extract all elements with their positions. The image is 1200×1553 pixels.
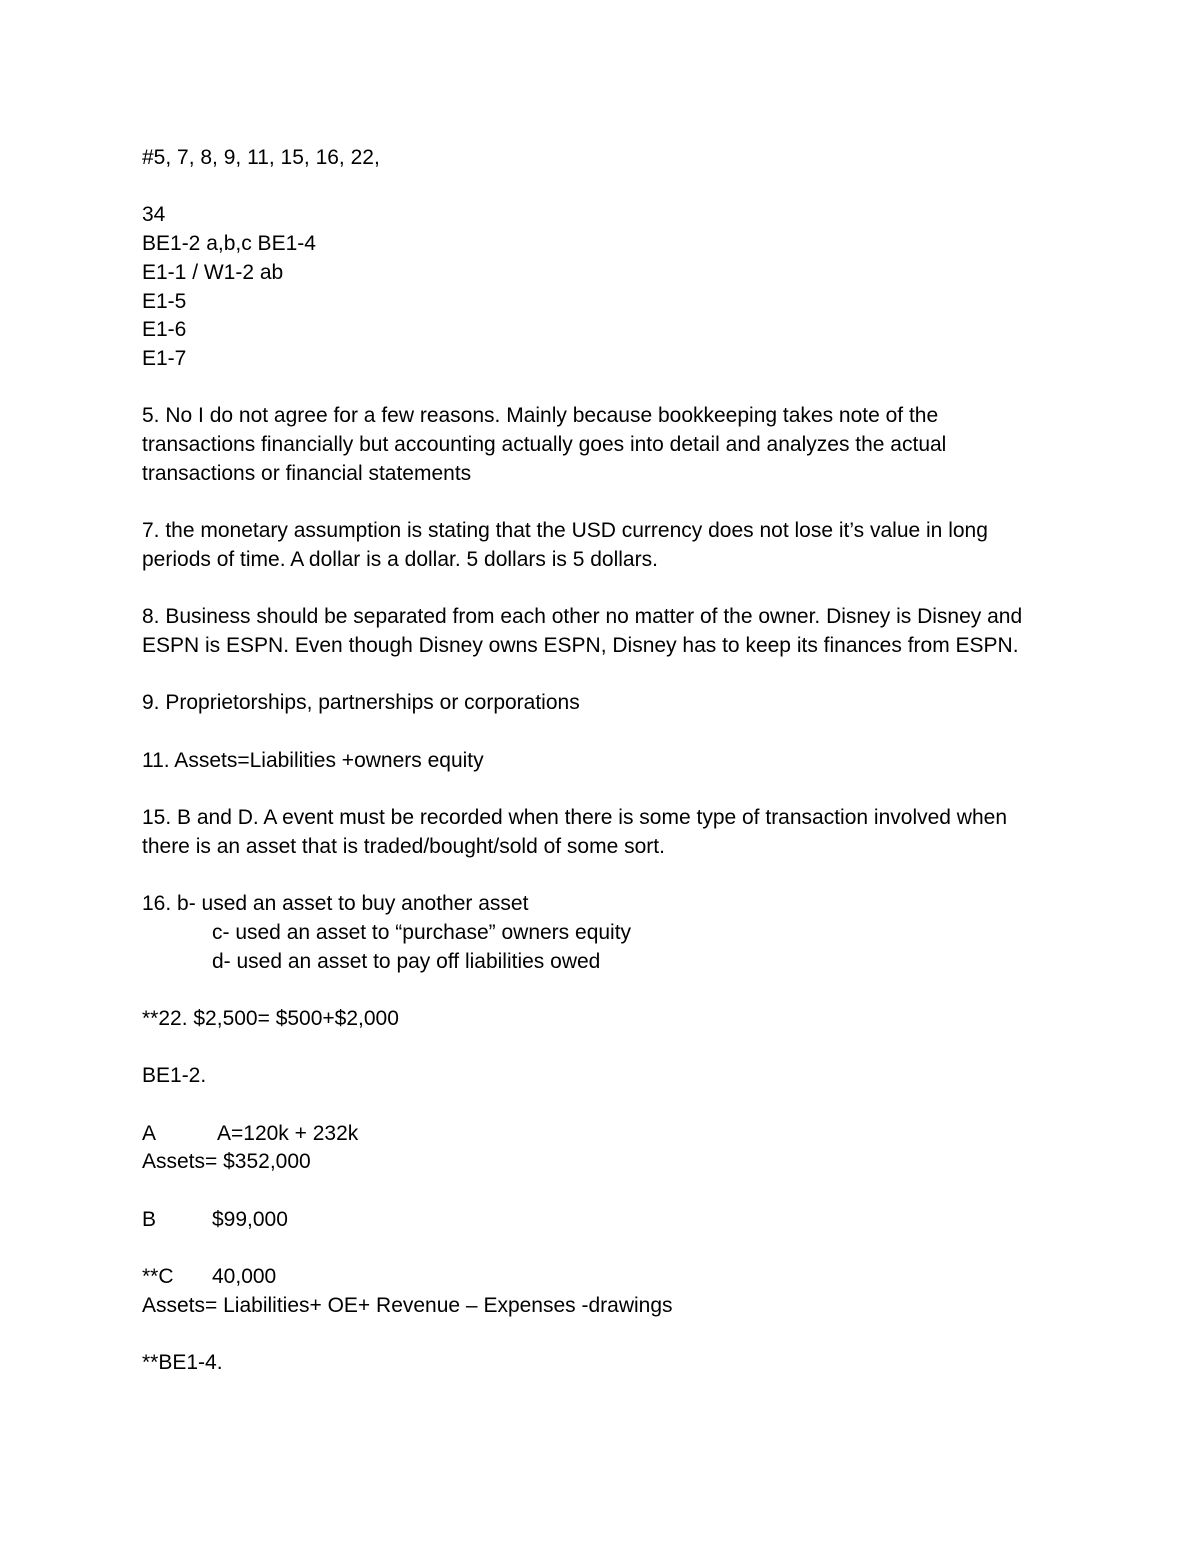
answer-11: 11. Assets=Liabilities +owners equity	[142, 748, 484, 772]
answer-5-line: transactions or financial statements	[142, 461, 472, 485]
problem-list-continued: 34	[142, 203, 166, 227]
part-c-value: 40,000	[212, 1265, 277, 1289]
exercise-line: E1-7	[142, 346, 187, 370]
problem-list: #5, 7, 8, 9, 11, 15, 16, 22,	[142, 146, 380, 169]
be1-2-part-a-assets: Assets= $352,000	[142, 1150, 311, 1174]
answer-16-d: d- used an asset to pay off liabilities owed	[212, 949, 601, 973]
answer-15-line: there is an asset that is traded/bought/sold of some sort.	[142, 834, 665, 858]
document-body	[142, 144, 1072, 1378]
answer-9: 9. Proprietorships, partnerships or corporations	[142, 691, 580, 715]
exercise-line: E1-5	[142, 289, 187, 313]
spacer	[142, 861, 1072, 890]
spacer	[142, 1091, 1072, 1120]
spacer	[142, 575, 1072, 604]
spacer	[142, 1235, 1072, 1264]
spacer	[142, 1321, 1072, 1350]
be1-2-part-c	[142, 1263, 1072, 1292]
spacer	[142, 1034, 1072, 1063]
part-a-value: A=120k + 232k	[217, 1121, 359, 1145]
be1-2-part-c-equation: Assets= Liabilities+ OE+ Revenue – Expenses -drawings	[142, 1293, 673, 1317]
answer-15-line: 15. B and D. A event must be recorded when there is some type of transaction involved when	[142, 806, 1007, 830]
answer-5-line: transactions financially but accounting actually goes into detail and analyzes the actual	[142, 433, 947, 456]
part-b-label: B	[142, 1207, 157, 1231]
part-b-value: $99,000	[212, 1207, 288, 1231]
answer-7-line: periods of time. A dollar is a dollar. 5 dollars is 5 dollars.	[142, 547, 658, 571]
spacer	[142, 976, 1072, 1005]
answer-8-line: ESPN is ESPN. Even though Disney owns ESPN, Disney has to keep its finances from ESPN.	[142, 633, 1019, 657]
part-c-label: **C	[142, 1265, 174, 1289]
be1-4-heading: **BE1-4.	[142, 1351, 223, 1375]
answer-16-c: c- used an asset to “purchase” owners equity	[212, 920, 632, 944]
answer-16-b: 16. b- used an asset to buy another asset	[142, 892, 529, 916]
spacer	[142, 1177, 1072, 1206]
answer-5-line: 5. No I do not agree for a few reasons. Mainly because bookkeeping takes note of the	[142, 404, 939, 428]
spacer	[142, 374, 1072, 403]
exercise-line: E1-6	[142, 318, 187, 342]
answer-7-line: 7. the monetary assumption is stating that the USD currency does not lose it’s value in long	[142, 519, 988, 543]
spacer	[142, 488, 1072, 517]
spacer	[142, 718, 1072, 747]
exercise-line: E1-1 / W1-2 ab	[142, 260, 284, 284]
be1-2-heading: BE1-2.	[142, 1064, 207, 1088]
answer-8-line: 8. Business should be separated from each other no matter of the owner. Disney is Disney and	[142, 605, 1023, 629]
be1-2-part-b	[142, 1206, 1072, 1235]
exercise-line: BE1-2 a,b,c BE1-4	[142, 232, 316, 256]
spacer	[142, 173, 1072, 202]
spacer	[142, 775, 1072, 804]
answer-22: **22. $2,500= $500+$2,000	[142, 1006, 399, 1030]
be1-2-part-a	[142, 1120, 1072, 1149]
part-a-label: A	[142, 1121, 157, 1145]
spacer	[142, 661, 1072, 690]
